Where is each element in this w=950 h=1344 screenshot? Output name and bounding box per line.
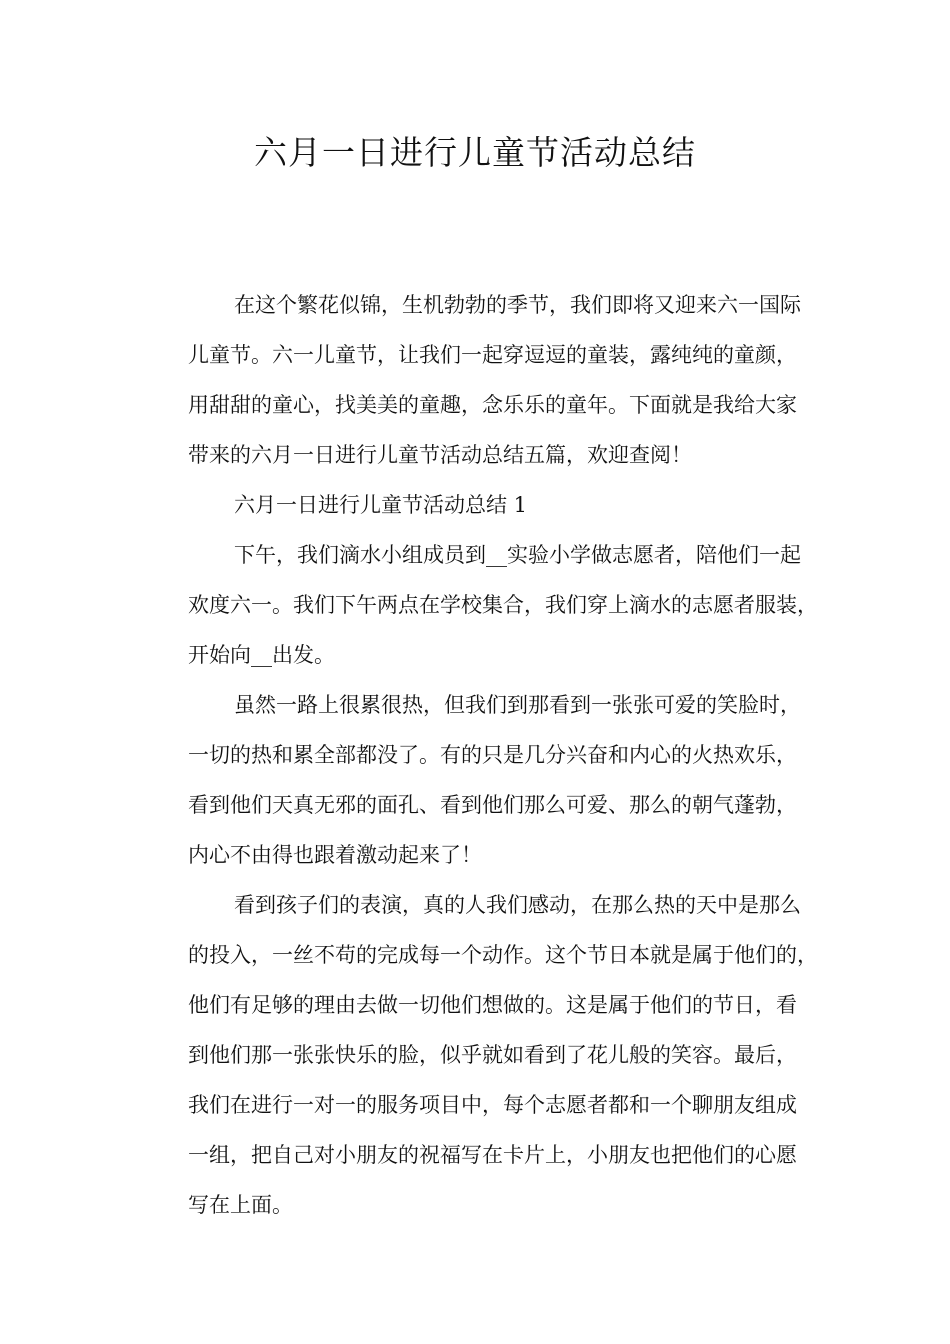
- document-body: [146, 280, 822, 1230]
- text-line: 一切的热和累全部都没了。有的只是几分兴奋和内心的火热欢乐，: [188, 743, 797, 767]
- text-line: 看到他们天真无邪的面孔、看到他们那么可爱、那么的朝气蓬勃，: [188, 793, 797, 817]
- paragraph-1: [146, 530, 822, 680]
- text-line: 内心不由得也跟着激动起来了！: [188, 843, 482, 867]
- page-title: 六月一日进行儿童节活动总结: [254, 133, 696, 172]
- paragraph-intro: [146, 280, 822, 480]
- text-line: 六月一日进行儿童节活动总结 1: [234, 493, 528, 517]
- text-line: 虽然一路上很累很热，但我们到那看到一张张可爱的笑脸时，: [234, 693, 801, 717]
- text-line: 我们在进行一对一的服务项目中，每个志愿者都和一个聊朋友组成: [188, 1093, 797, 1117]
- paragraph-2: [146, 680, 822, 880]
- text-line: 带来的六月一日进行儿童节活动总结五篇，欢迎查阅！: [188, 443, 692, 467]
- text-line: 下午，我们滴水小组成员到__实验小学做志愿者，陪他们一起: [234, 543, 801, 567]
- text-line: 儿童节。六一儿童节，让我们一起穿逗逗的童装，露纯纯的童颜，: [188, 343, 797, 367]
- text-line: 他们有足够的理由去做一切他们想做的。这是属于他们的节日，看: [188, 993, 797, 1017]
- text-line: 开始向__出发。: [188, 643, 335, 667]
- paragraph-3: [146, 880, 822, 1230]
- text-line: 用甜甜的童心，找美美的童趣，念乐乐的童年。下面就是我给大家: [188, 393, 797, 417]
- text-line: 欢度六一。我们下午两点在学校集合，我们穿上滴水的志愿者服装，: [188, 593, 818, 617]
- text-line: 写在上面。: [188, 1193, 293, 1217]
- text-line: 到他们那一张张快乐的脸，似乎就如看到了花儿般的笑容。最后，: [188, 1043, 797, 1067]
- text-line: 在这个繁花似锦，生机勃勃的季节，我们即将又迎来六一国际: [234, 293, 801, 317]
- text-line: 看到孩子们的表演，真的人我们感动，在那么热的天中是那么: [234, 893, 801, 917]
- text-line: 一组，把自己对小朋友的祝福写在卡片上，小朋友也把他们的心愿: [188, 1143, 797, 1167]
- section-heading: [146, 480, 822, 530]
- text-line: 的投入，一丝不苟的完成每一个动作。这个节日本就是属于他们的，: [188, 943, 818, 967]
